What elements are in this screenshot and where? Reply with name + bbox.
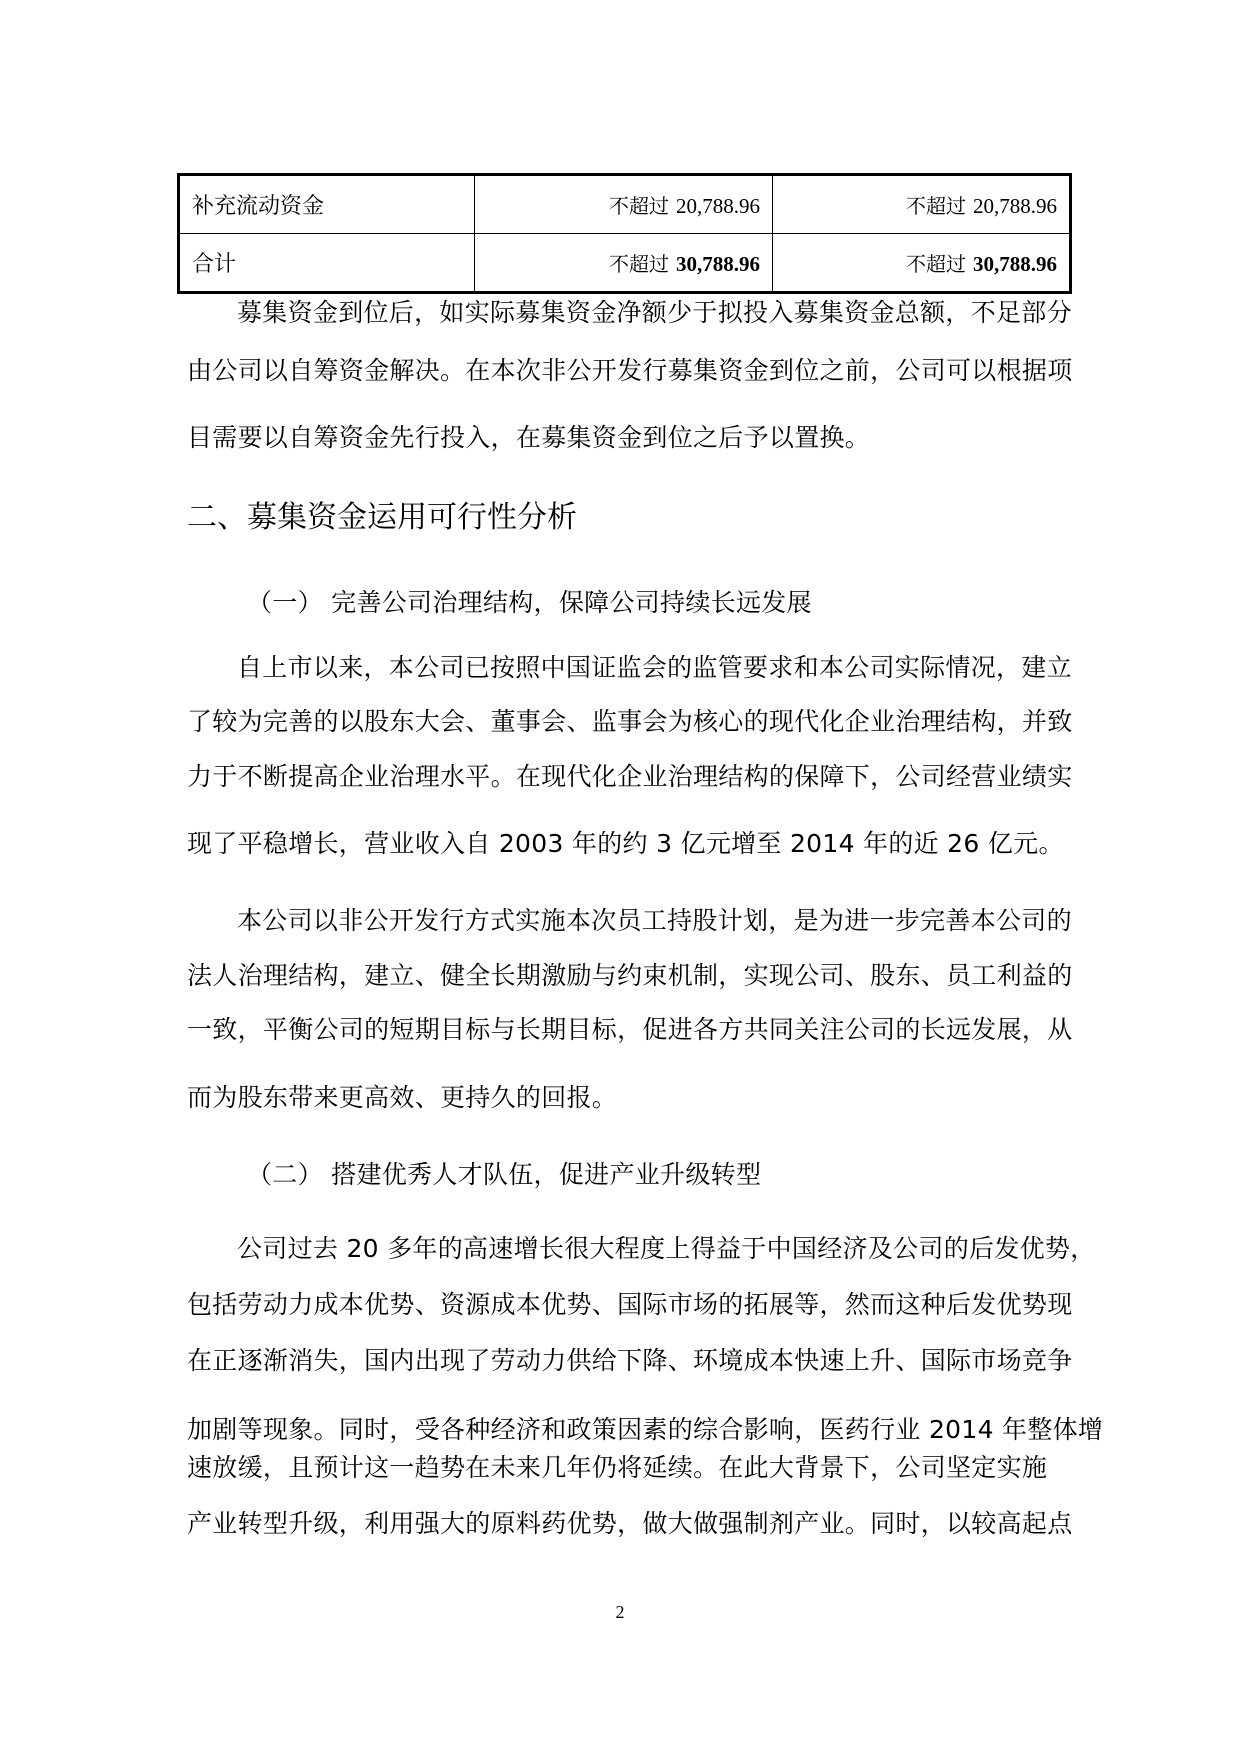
paragraph-line: 了较为完善的以股东大会、董事会、监事会为核心的现代化企业治理结构，并致 <box>187 707 1073 736</box>
table-cell-amount <box>773 175 1071 234</box>
table-cell-amount <box>773 234 1071 293</box>
amount-value: 30,788.96 <box>676 252 760 276</box>
amount-value: 20,788.96 <box>676 194 760 218</box>
paragraph-line: 由公司以自筹资金解决。在本次非公开发行募集资金到位之前，公司可以根据项 <box>187 356 1073 385</box>
paragraph-line: 一致，平衡公司的短期目标与长期目标，促进各方共同关注公司的长远发展，从 <box>187 1015 1073 1044</box>
amount-value: 20,788.96 <box>973 194 1057 218</box>
subsection-heading: （二） 搭建优秀人才队伍，促进产业升级转型 <box>247 1160 762 1189</box>
table-row <box>179 234 1071 293</box>
amount-prefix: 不超过 <box>906 252 966 276</box>
paragraph-line: 而为股东带来更高效、更持久的回报。 <box>187 1083 618 1112</box>
paragraph-line: 法人治理结构，建立、健全长期激励与约束机制，实现公司、股东、员工利益的 <box>187 961 1073 990</box>
paragraph-line: 产业转型升级，利用强大的原料药优势，做大做强制剂产业。同时，以较高起点 <box>187 1509 1073 1538</box>
paragraph-line: 力于不断提高企业治理水平。在现代化企业治理结构的保障下，公司经营业绩实 <box>187 762 1073 791</box>
page-number: 2 <box>615 1602 625 1622</box>
table-cell-amount <box>475 175 773 234</box>
paragraph-line: 现了平稳增长，营业收入自 2003 年的约 3 亿元增至 2014 年的近 26 亿元。 <box>187 829 1064 858</box>
paragraph-line: 速放缓，且预计这一趋势在未来几年仍将延续。在此大背景下，公司坚定实施 <box>187 1453 1048 1482</box>
paragraph-line: 本公司以非公开发行方式实施本次员工持股计划，是为进一步完善本公司的 <box>237 906 1072 935</box>
table-cell-label: 合计 <box>179 234 475 293</box>
paragraph-line: 目需要以自筹资金先行投入，在募集资金到位之后予以置换。 <box>187 423 871 452</box>
amount-prefix: 不超过 <box>609 252 669 276</box>
section-heading: 二、募集资金运用可行性分析 <box>187 500 577 535</box>
paragraph-line: 在正逐渐消失，国内出现了劳动力供给下降、环境成本快速上升、国际市场竞争 <box>187 1346 1073 1375</box>
paragraph-line: 募集资金到位后，如实际募集资金净额少于拟投入募集资金总额，不足部分 <box>237 298 1072 327</box>
paragraph-line: 自上市以来，本公司已按照中国证监会的监管要求和本公司实际情况，建立 <box>237 653 1072 682</box>
paragraph-line: 包括劳动力成本优势、资源成本优势、国际市场的拓展等，然而这种后发优势现 <box>187 1290 1073 1319</box>
amount-prefix: 不超过 <box>906 194 966 218</box>
table-row <box>179 175 1071 234</box>
funds-table <box>177 173 1072 294</box>
paragraph-line: 加剧等现象。同时，受各种经济和政策因素的综合影响，医药行业 2014 年整体增 <box>187 1415 1104 1444</box>
amount-value: 30,788.96 <box>973 252 1057 276</box>
table-cell-label: 补充流动资金 <box>179 175 475 234</box>
subsection-heading: （一） 完善公司治理结构，保障公司持续长远发展 <box>247 588 812 617</box>
paragraph-line: 公司过去 20 多年的高速增长很大程度上得益于中国经济及公司的后发优势， <box>237 1234 1096 1263</box>
amount-prefix: 不超过 <box>609 194 669 218</box>
table-cell-amount <box>475 234 773 293</box>
